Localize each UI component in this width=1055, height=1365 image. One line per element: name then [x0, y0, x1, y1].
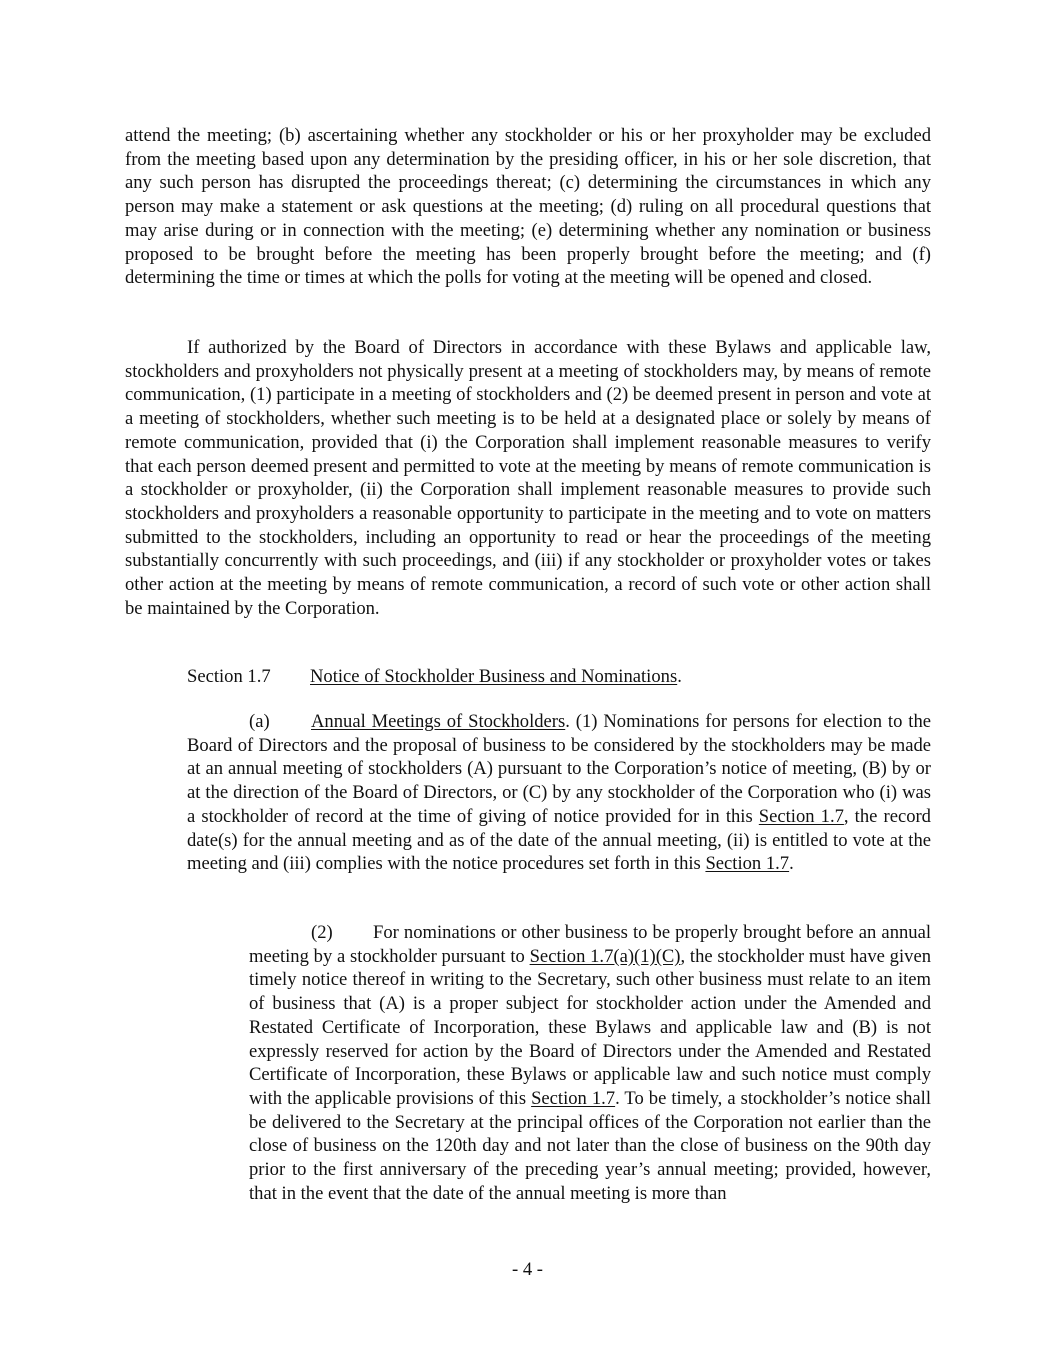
subsection-title: Annual Meetings of Stockholders: [311, 711, 566, 732]
subsection-text: . (1) Nominations for persons for election to the Board of Directors and the proposal of business to be considered by the stockholders may be made at an annual meeting of stockholders (A) pursuant to the Corporation’s notice of meeting, (B) by or at the direction of the Board of Directors, or (C) by any stockholder of the Corporation who (i) was a stockholder of record at the time of giving of notice provided for in this: [187, 711, 931, 827]
section-heading: [187, 665, 931, 689]
item-text: For nominations or other business to be properly brought before an annual meeting by a stockholder pursuant to: [249, 922, 931, 967]
item-label: (2): [311, 922, 333, 943]
item-text: . To be timely, a stockholder’s notice shall be delivered to the Secretary at the principal offices of the Corporation not earlier than the close of business on the 120th day and not later than the close of business on the 90th day prior to the first anniversary of the preceding year’s annual meeting; provided, however, that in the event that the date of the annual meeting is more than: [249, 1087, 931, 1204]
section-reference: Section 1.7: [705, 853, 790, 875]
paragraph-meeting-procedures: [125, 124, 931, 290]
paragraph-text: attend the meeting; (b) ascertaining whether any stockholder or his or her proxyholder may be excluded from the meeting based upon any determination by the presiding officer, in his or her sole discretion, that any such person has disrupted the proceedings thereat; (c) determining the circumstances in which any person may make a statement or ask questions at the meeting; (d) ruling on all procedural questions that may arise during or in connection with the meeting; (e) determining whether any nomination or business proposed to be brought before the meeting has been properly brought before the meeting; and (f) determining the time or times at which the polls for voting at the meeting will be opened and closed.: [125, 125, 931, 289]
item-2-timely-notice: [249, 921, 931, 1205]
section-reference: Section 1.7(a)(1)(C): [529, 945, 681, 967]
section-title-end: .: [677, 666, 682, 687]
section-title: Notice of Stockholder Business and Nominations: [310, 666, 678, 687]
paragraph-remote-communication: [125, 336, 931, 620]
paragraph-text: If authorized by the Board of Directors in accordance with these Bylaws and applicable law, stockholders and proxyholders not physically present at a meeting of stockholders may, by means of remote communication, (1) participate in a meeting of stockholders and (2) be deemed present in person and vote at a meeting of stockholders, whether such meeting is to be held at a designated place or solely by means of remote communication, provided that (i) the Corporation shall implement reasonable measures to verify that each person deemed present and permitted to vote at the meeting by means of remote communication is a stockholder or proxyholder, (ii) the Corporation shall implement reasonable measures to provide such stockholders and proxyholders a reasonable opportunity to participate in the meeting and to vote on matters submitted to the stockholders, including an opportunity to read or hear the proceedings of the meeting substantially concurrently with such proceedings, and (iii) if any stockholder or proxyholder votes or takes other action at the meeting by means of remote communication, a record of such vote or other action shall be maintained by the Corporation.: [125, 337, 931, 619]
section-reference: Section 1.7: [531, 1087, 616, 1109]
section-reference: Section 1.7: [758, 805, 844, 827]
subsection-label: (a): [249, 711, 270, 732]
subsection-text: .: [789, 853, 794, 875]
section-number: Section 1.7: [187, 666, 271, 687]
item-text: , the stockholder must have given timely notice thereof in writing to the Secretary, such other business must relate to an item of business that (A) is a proper subject for stockholder action under the Amended and Restated Certificate of Incorporation, these Bylaws and applicable law and (B) is not expressly reserved for action by the Board of Directors under the Amended and Restated Certificate of Incorporation, these Bylaws or applicable law and such notice must comply with the applicable provisions of this: [249, 945, 931, 1109]
subsection-text: , the record date(s) for the annual meeting and as of the date of the annual meeting, (ii) is entitled to vote at the meeting and (iii) complies with the notice procedures set forth in this: [187, 805, 931, 875]
subsection-a-annual-meetings: [187, 710, 931, 876]
page-number: - 4 -: [512, 1259, 543, 1280]
